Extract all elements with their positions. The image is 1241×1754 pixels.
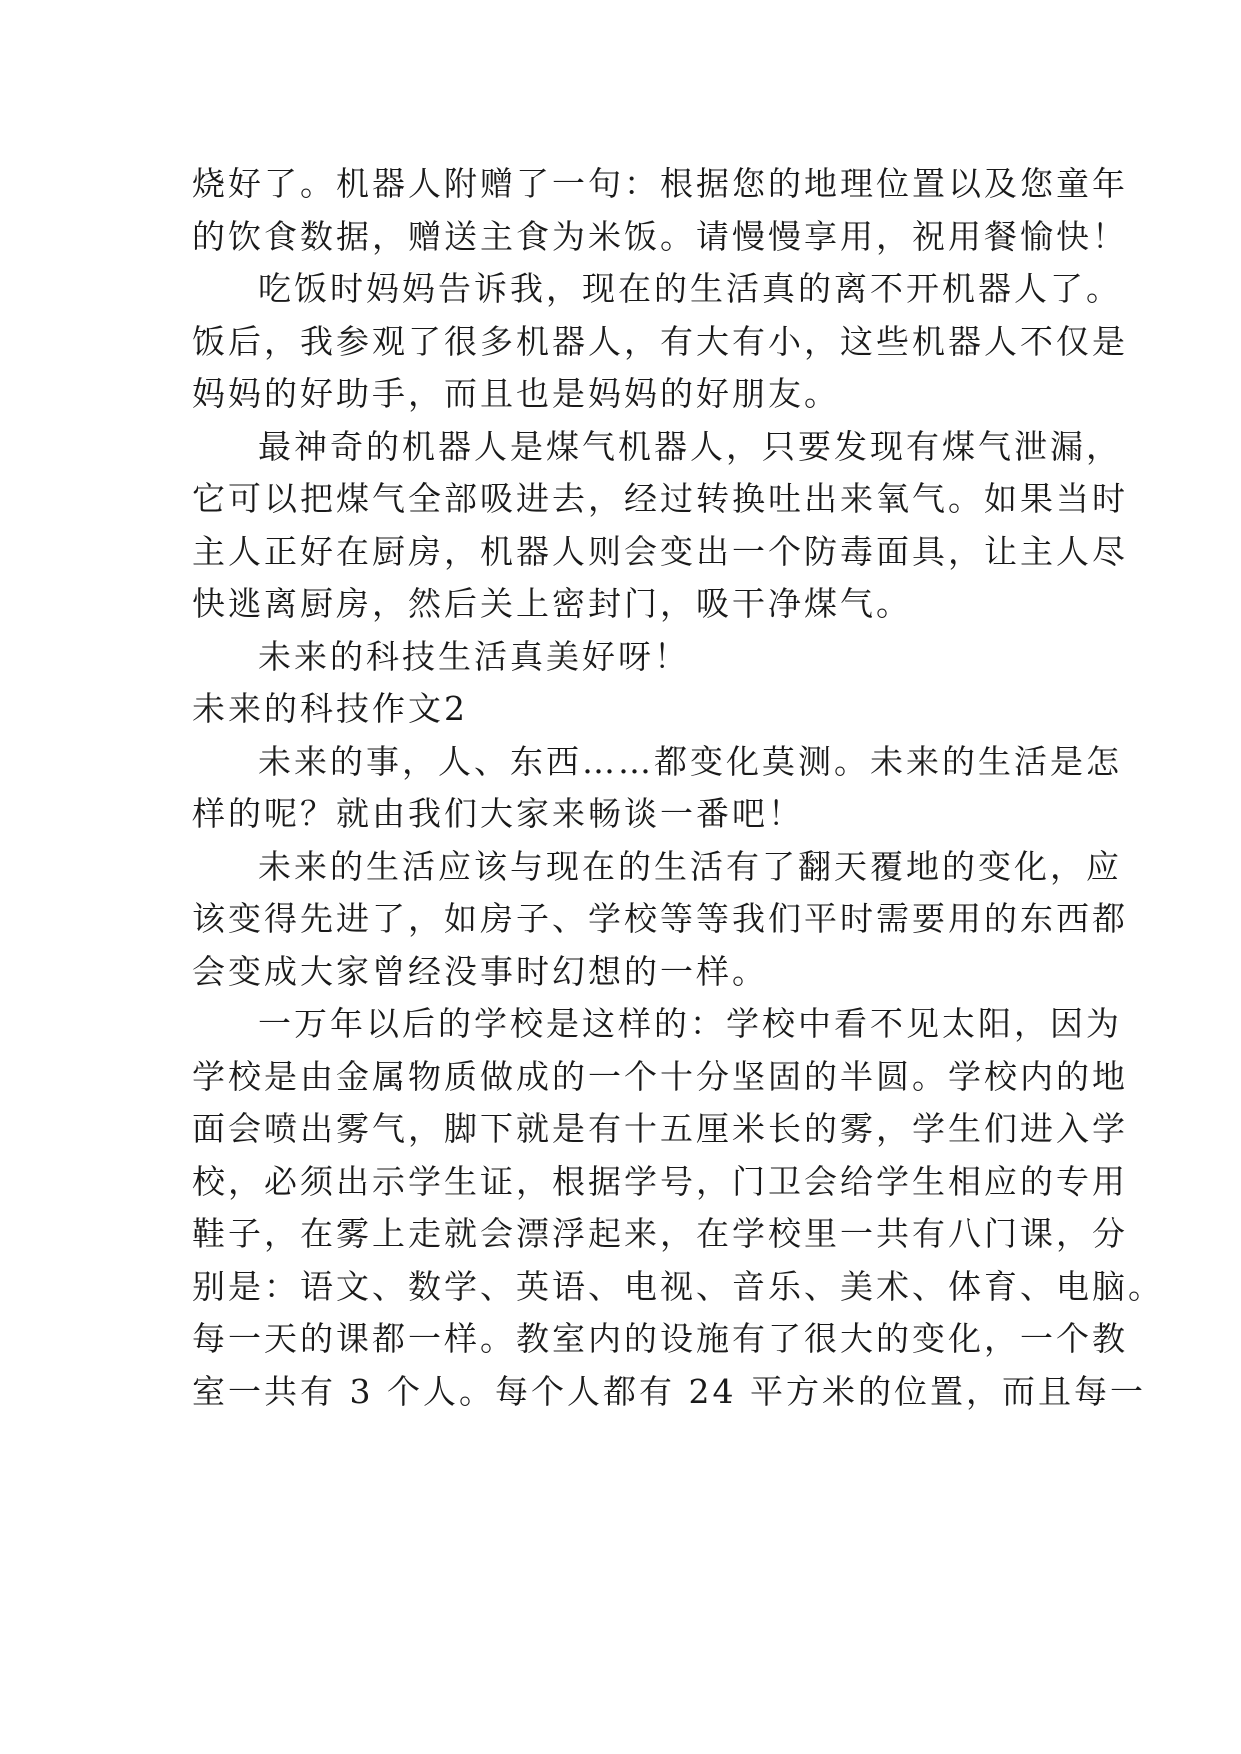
- text-line: 未来的生活应该与现在的生活有了翻天覆地的变化，应: [258, 846, 1122, 886]
- text-line: 吃饭时妈妈告诉我，现在的生活真的离不开机器人了。: [258, 269, 1122, 308]
- text-line: 快逃离厨房，然后关上密封门，吸干净煤气。: [192, 584, 912, 623]
- text-line: 未来的事，人、东西……都变化莫测。未来的生活是怎: [258, 741, 1122, 781]
- text-line: 会变成大家曾经没事时幻想的一样。: [192, 951, 768, 991]
- text-line: 的饮食数据，赠送主食为米饭。请慢慢享用，祝用餐愉快！: [192, 216, 1128, 256]
- text-line: 学校是由金属物质做成的一个十分坚固的半圆。学校内的地: [192, 1056, 1128, 1096]
- text-line: 它可以把煤气全部吸进去，经过转换吐出来氧气。如果当时: [192, 479, 1128, 518]
- text-line: 未来的科技生活真美好呀！: [258, 636, 690, 676]
- text-line: 室一共有 3 个人。每个人都有 24 平方米的位置，而且每一: [192, 1371, 1146, 1411]
- text-line: 校，必须出示学生证，根据学号，门卫会给学生相应的专用: [192, 1161, 1128, 1201]
- text-line: 每一天的课都一样。教室内的设施有了很大的变化，一个教: [192, 1319, 1128, 1358]
- text-line: 鞋子，在雾上走就会漂浮起来，在学校里一共有八门课，分: [192, 1214, 1128, 1253]
- text-line: 一万年以后的学校是这样的：学校中看不见太阳，因为: [258, 1004, 1122, 1043]
- text-line: 最神奇的机器人是煤气机器人，只要发现有煤气泄漏，: [258, 426, 1122, 466]
- text-line: 该变得先进了，如房子、学校等等我们平时需要用的东西都: [192, 899, 1128, 938]
- document-body: [192, 158, 1164, 1418]
- text-line: 饭后，我参观了很多机器人，有大有小，这些机器人不仅是: [192, 321, 1128, 361]
- text-line: 主人正好在厨房，机器人则会变出一个防毒面具，让主人尽: [192, 531, 1128, 571]
- section-heading: 未来的科技作文2: [192, 689, 468, 728]
- text-line: 面会喷出雾气，脚下就是有十五厘米长的雾，学生们进入学: [192, 1109, 1128, 1148]
- text-line: 妈妈的好助手，而且也是妈妈的好朋友。: [192, 374, 840, 413]
- text-line: 样的呢？就由我们大家来畅谈一番吧！: [192, 794, 804, 833]
- text-line: 烧好了。机器人附赠了一句：根据您的地理位置以及您童年: [192, 164, 1128, 203]
- text-line: 别是：语文、数学、英语、电视、音乐、美术、体育、电脑。: [192, 1266, 1164, 1306]
